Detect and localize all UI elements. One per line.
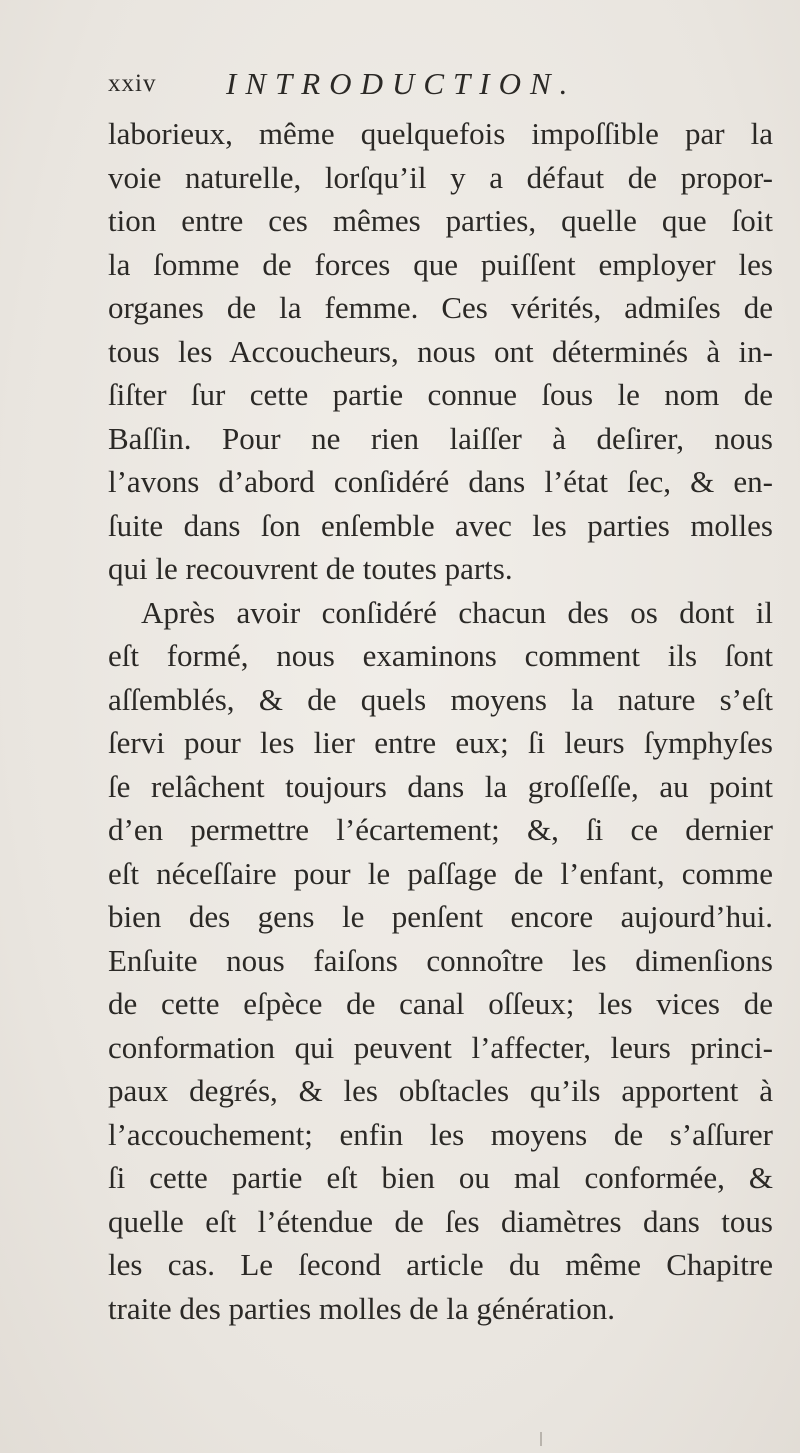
- text-line: conformation qui peuvent l’affecter, leurs princi-: [108, 1029, 773, 1065]
- text-line: Après avoir conſidéré chacun des os dont il: [141, 594, 773, 630]
- running-title: INTRODUCTION.: [226, 66, 577, 101]
- text-line: laborieux, même quelquefois impoſſible par la: [108, 116, 773, 151]
- text-line: ſuite dans ſon enſemble avec les parties molles: [108, 507, 773, 543]
- text-line: ſiſter ſur cette partie connue ſous le nom de: [108, 377, 773, 412]
- text-line: eſt néceſſaire pour le paſſage de l’enfant, comme: [108, 855, 773, 891]
- text-line: traite des parties molles de la génération.: [108, 1290, 616, 1326]
- text-line: aſſemblés, & de quels moyens la nature s’eſt: [108, 681, 773, 717]
- text-line: Baſſin. Pour ne rien laiſſer à deſirer, nous: [108, 420, 773, 456]
- text-line: qui le recouvrent de toutes parts.: [108, 551, 513, 586]
- text-line: paux degrés, & les obſtacles qu’ils apportent à: [108, 1073, 773, 1108]
- text-line: eſt formé, nous examinons comment ils ſont: [108, 638, 773, 673]
- text-line: de cette eſpèce de canal oſſeux; les vices de: [108, 986, 773, 1021]
- page-mark: [540, 1432, 542, 1446]
- text-line: ſe relâchent toujours dans la groſſeſſe, au point: [108, 768, 773, 804]
- text-line: les cas. Le ſecond article du même Chapitre: [108, 1247, 773, 1282]
- text-line: quelle eſt l’étendue de ſes diamètres dans tous: [108, 1203, 773, 1239]
- text-line: bien des gens le penſent encore aujourd’hui.: [108, 899, 773, 934]
- page-number: xxiv: [108, 70, 157, 97]
- running-head: [108, 66, 768, 106]
- text-line: l’accouchement; enfin les moyens de s’aſſurer: [108, 1116, 773, 1152]
- text-line: ſi cette partie eſt bien ou mal conformée, &: [108, 1160, 773, 1195]
- text-line: Enſuite nous faiſons connoître les dimenſions: [108, 942, 773, 978]
- text-line: la ſomme de forces que puiſſent employer les: [108, 246, 773, 282]
- text-line: d’en permettre l’écartement; &, ſi ce dernier: [108, 812, 773, 847]
- body-text: [108, 112, 773, 1330]
- text-line: organes de la femme. Ces vérités, admiſes de: [108, 290, 773, 325]
- text-line: voie naturelle, lorſqu’il y a défaut de propor-: [108, 159, 773, 195]
- text-line: tion entre ces mêmes parties, quelle que ſoit: [108, 203, 773, 238]
- text-line: l’avons d’abord conſidéré dans l’état ſec, & en-: [108, 464, 773, 499]
- text-line: ſervi pour les lier entre eux; ſi leurs ſymphyſes: [108, 725, 773, 760]
- text-line: tous les Accoucheurs, nous ont déterminés à in-: [108, 333, 773, 369]
